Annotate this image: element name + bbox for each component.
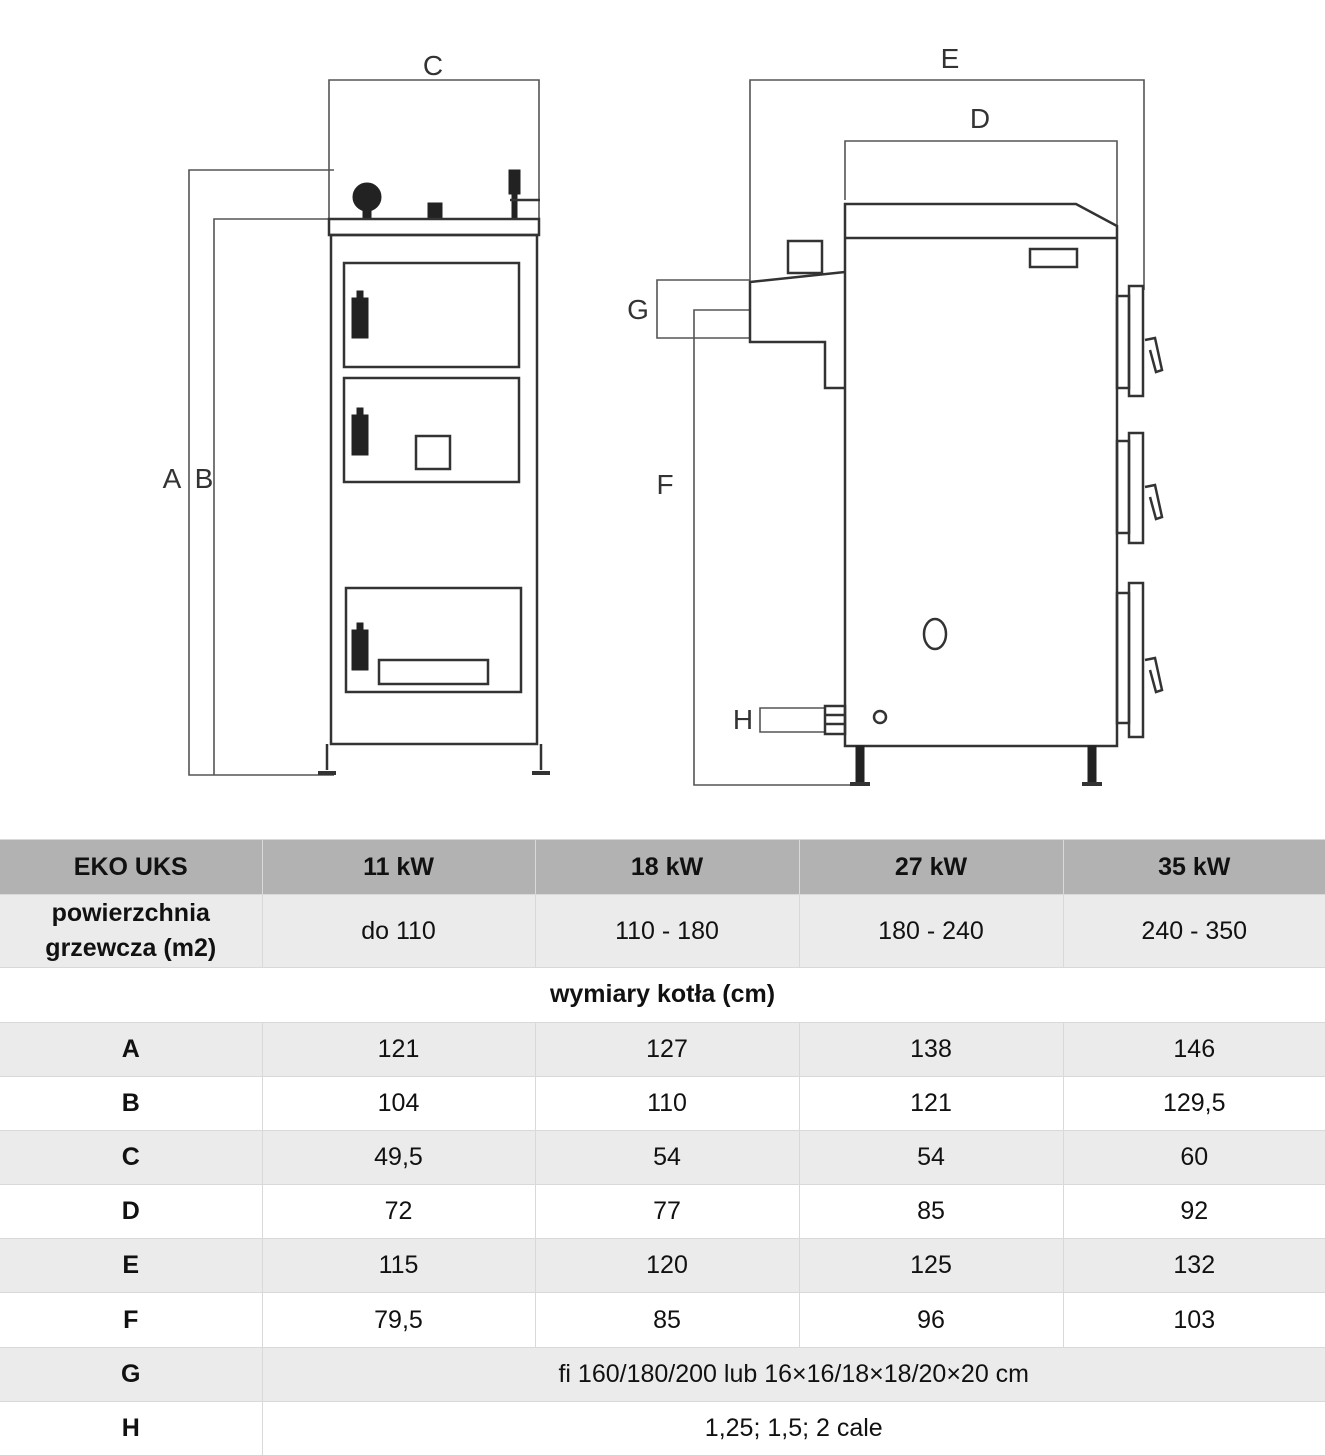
table-row [0, 1185, 1325, 1239]
row-label: G [0, 1347, 262, 1401]
header-35kw: 35 kW [1063, 840, 1325, 895]
label-g: G [627, 294, 649, 325]
label-f: F [656, 469, 674, 500]
table-row [0, 1076, 1325, 1130]
table-cell: 115 [262, 1239, 535, 1293]
row-label: D [0, 1185, 262, 1239]
row-label: F [0, 1293, 262, 1347]
table-cell: 125 [799, 1239, 1063, 1293]
header-27kw: 27 kW [799, 840, 1063, 895]
table-cell: 121 [799, 1076, 1063, 1130]
header-18kw: 18 kW [535, 840, 799, 895]
table-cell: 54 [535, 1130, 799, 1184]
table-cell: 103 [1063, 1293, 1325, 1347]
table-cell: 49,5 [262, 1130, 535, 1184]
table-row [0, 1130, 1325, 1184]
table-cell: 96 [799, 1293, 1063, 1347]
spec-table [0, 839, 1325, 1455]
front-view [163, 50, 550, 775]
row-label: H [0, 1401, 262, 1455]
table-cell: 54 [799, 1130, 1063, 1184]
header-11kw: 11 kW [262, 840, 535, 895]
table-cell: do 110 [262, 895, 535, 968]
table-cell: 110 - 180 [535, 895, 799, 968]
label-c: C [422, 50, 444, 81]
table-cell: 85 [799, 1185, 1063, 1239]
table-cell: 110 [535, 1076, 799, 1130]
label-b: B [194, 463, 214, 494]
section-row [0, 968, 1325, 1022]
table-cell: 104 [262, 1076, 535, 1130]
table-cell-merged: 1,25; 1,5; 2 cale [262, 1401, 1325, 1455]
section-title: wymiary kotła (cm) [0, 968, 1325, 1022]
table-cell: 85 [535, 1293, 799, 1347]
row-label: B [0, 1076, 262, 1130]
table-row [0, 1401, 1325, 1455]
label-h: H [732, 704, 754, 735]
table-cell: 79,5 [262, 1293, 535, 1347]
table-row [0, 1293, 1325, 1347]
area-label: powierzchnia grzewcza (m2) [0, 895, 262, 968]
header-model: EKO UKS [0, 840, 262, 895]
table-cell: 240 - 350 [1063, 895, 1325, 968]
row-label: A [0, 1022, 262, 1076]
table-row [0, 1022, 1325, 1076]
row-label: E [0, 1239, 262, 1293]
table-cell: 138 [799, 1022, 1063, 1076]
table-cell: 180 - 240 [799, 895, 1063, 968]
table-cell: 120 [535, 1239, 799, 1293]
table-cell: 60 [1063, 1130, 1325, 1184]
table-header [0, 840, 1325, 895]
table-cell-merged: fi 160/180/200 lub 16×16/18×18/20×20 cm [262, 1347, 1325, 1401]
table-cell: 129,5 [1063, 1076, 1325, 1130]
table-cell: 146 [1063, 1022, 1325, 1076]
table-cell: 72 [262, 1185, 535, 1239]
table-row [0, 1239, 1325, 1293]
table-cell: 127 [535, 1022, 799, 1076]
label-d: D [969, 103, 991, 134]
side-view [627, 43, 1162, 785]
table-row [0, 1347, 1325, 1401]
table-cell: 92 [1063, 1185, 1325, 1239]
table-cell: 132 [1063, 1239, 1325, 1293]
label-e: E [940, 43, 960, 74]
label-a: A [162, 463, 182, 494]
table-cell: 121 [262, 1022, 535, 1076]
table-row-area [0, 895, 1325, 968]
table-cell: 77 [535, 1185, 799, 1239]
row-label: C [0, 1130, 262, 1184]
